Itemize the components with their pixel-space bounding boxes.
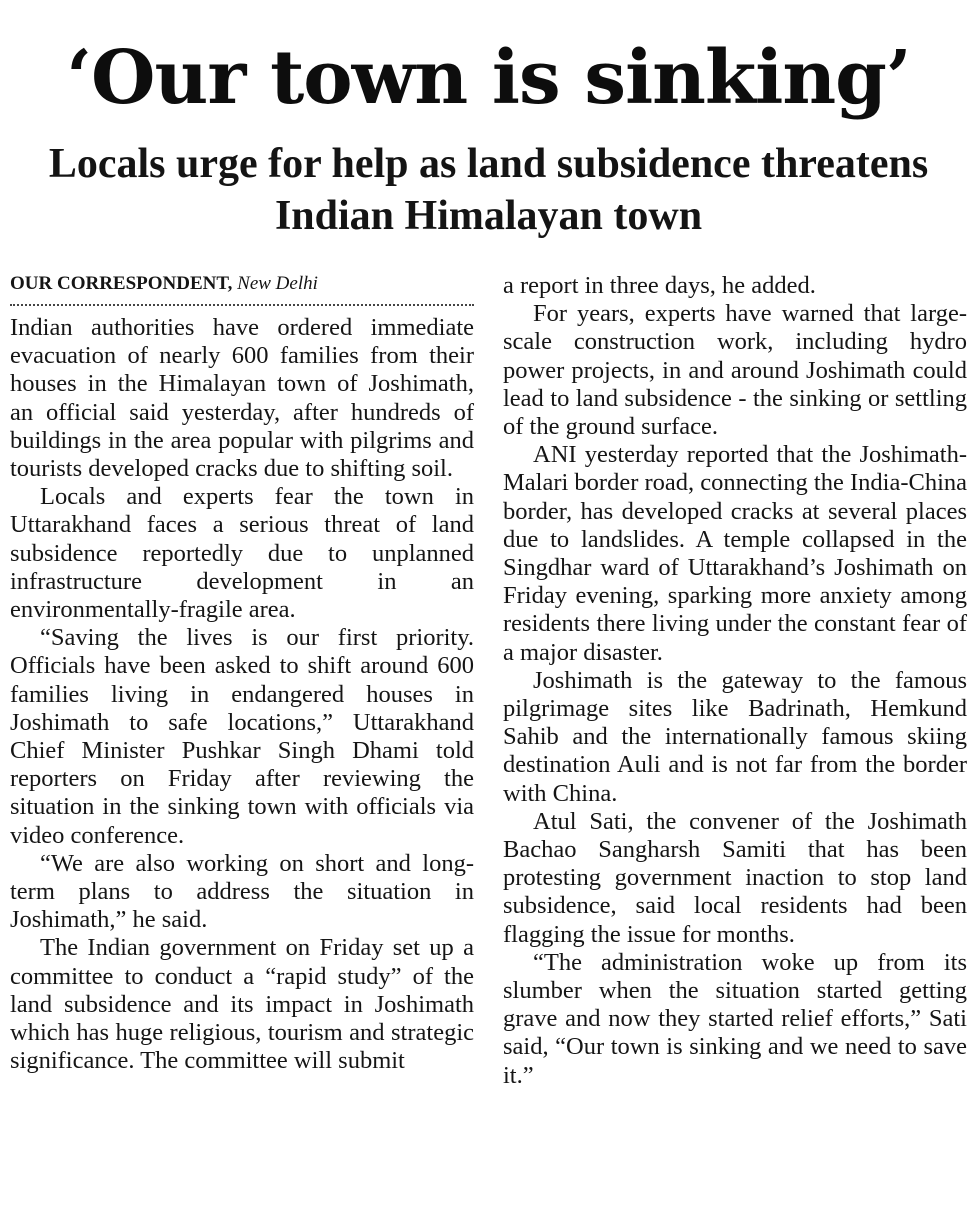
byline xyxy=(10,272,474,306)
article-paragraph: Locals and experts fear the town in Uttarakhand faces a serious threat of land subsidence reportedly due to unplanned infrastructure development in an environmentally-fragile area. xyxy=(10,483,474,624)
article-column-right xyxy=(503,272,967,1090)
article-paragraph: For years, experts have warned that large-scale construction work, including hydro power projects, in and around Joshimath could lead to land subsidence - the sinking or settling of the ground surface. xyxy=(503,300,967,441)
byline-author: OUR CORRESPONDENT, xyxy=(10,273,233,294)
byline-location: New Delhi xyxy=(237,273,318,294)
article-paragraph: “Saving the lives is our first priority. Officials have been asked to shift around 600 families living in endangered houses in Joshimath to safe locations,” Uttarakhand Chief Minister Pushkar Singh Dhami told reporters on Friday after reviewing the situation in the sinking town with officials via video conference. xyxy=(10,624,474,849)
article-paragraph: The Indian government on Friday set up a committee to conduct a “rapid study” of the land subsidence and its impact in Joshimath which has huge religious, tourism and strategic significance. The committee will submit xyxy=(10,934,474,1075)
subheadline: Locals urge for help as land subsidence threatens Indian Himalayan town xyxy=(48,141,929,239)
article-paragraph-continued: a report in three days, he added. xyxy=(503,272,816,299)
article-paragraph: “The administration woke up from its slumber when the situation started getting grave and now they started relief efforts,” Sati said, “Our town is sinking and we need to save it.” xyxy=(503,948,967,1089)
article-paragraph: Joshimath is the gateway to the famous pilgrimage sites like Badrinath, Hemkund Sahib and the internationally famous skiing destination Auli and is not far from the border with China. xyxy=(503,666,967,807)
article-paragraph: Atul Sati, the convener of the Joshimath Bachao Sangharsh Samiti that has been protesting government inaction to stop land subsidence, said local residents had been flagging the issue for months. xyxy=(503,807,967,948)
article-paragraph: Indian authorities have ordered immediate evacuation of nearly 600 families from their houses in the Himalayan town of Joshimath, an official said yesterday, after hundreds of buildings in the area popular with pilgrims and tourists developed cracks due to shifting soil. xyxy=(10,314,474,483)
article-column-left xyxy=(10,272,474,1075)
article-paragraph: ANI yesterday reported that the Joshimath-Malari border road, connecting the India-China border, has developed cracks at several places due to landslides. A temple collapsed in the Singdhar ward of Uttarakhand’s Joshimath on Friday evening, sparking more anxiety among residents there living under the constant fear of a major disaster. xyxy=(503,441,967,666)
headline: ‘Our town is sinking’ xyxy=(66,35,911,121)
article-paragraph: “We are also working on short and long-term plans to address the situation in Joshimath,” he said. xyxy=(10,849,474,934)
